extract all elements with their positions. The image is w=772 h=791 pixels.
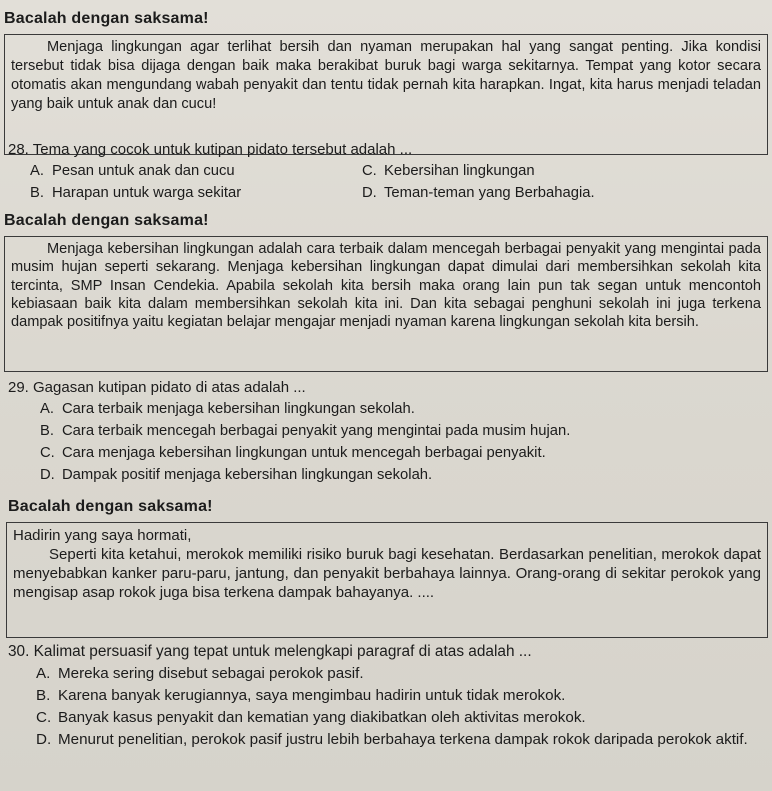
section3-heading: Bacalah dengan saksama! [8,498,213,515]
section3-passage: Seperti kita ketahui, merokok memiliki risiko buruk bagi kesehatan. Berdasarkan penelitian, merokok dapat menyebabkan kanker paru-paru, jantung, dan penyakit berbahaya lainnya. Orang-orang di sekitar perokok yang mengisap asap rokok juga bisa terkena dampak bahayanya. .... [13,546,761,601]
q29-option-a[interactable]: A. Cara terbaik menjaga kebersihan lingkungan sekolah. [40,401,415,417]
question-28: 28. Tema yang cocok untuk kutipan pidato tersebut adalah ... [8,141,413,158]
q29-option-b[interactable]: B. Cara terbaik mencegah berbagai penyakit yang mengintai pada musim hujan. [40,423,571,439]
question-30: 30. Kalimat persuasif yang tepat untuk melengkapi paragraf di atas adalah ... [8,643,532,660]
q28-option-a[interactable]: A. Pesan untuk anak dan cucu [30,163,235,179]
q28-option-d[interactable]: D. Teman-teman yang Berbahagia. [362,185,595,201]
q30-option-b[interactable]: B. Karena banyak kerugiannya, saya mengimbau hadirin untuk tidak merokok. [36,687,566,704]
q29-option-c[interactable]: C. Cara menjaga kebersihan lingkungan untuk mencegah berbagai penyakit. [40,445,546,461]
section3-greeting: Hadirin yang saya hormati, [13,527,192,544]
q29-option-d[interactable]: D. Dampak positif menjaga kebersihan lingkungan sekolah. [40,467,433,483]
q30-option-a[interactable]: A. Mereka sering disebut sebagai perokok pasif. [36,665,364,682]
section2-passage-box [4,236,768,372]
section2-heading: Bacalah dengan saksama! [4,212,209,229]
q28-option-b[interactable]: B. Harapan untuk warga sekitar [30,185,242,201]
question-29: 29. Gagasan kutipan pidato di atas adalah ... [8,379,306,396]
section2-passage: Menjaga kebersihan lingkungan adalah cara terbaik dalam mencegah berbagai penyakit yang mengintai pada musim hujan seperti sekarang. Menjaga kebersihan lingkungan dapat dimulai dari membersihkan sekolah kita tercinta, SMP Insan Cendekia. Apabila sekolah kita bersih maka orang lain pun tak segan untuk mencontoh kebiasaan baik kita dalam membersihkan sekolah kita ini. Dan kita sebagai penghuni sekolah ini juga terkena dampak positifnya yaitu kegiatan belajar mengajar menjadi nyaman karena lingkungan sekolah kita bersih. [11,241,761,331]
section1-heading: Bacalah dengan saksama! [4,10,209,27]
section1-passage: Menjaga lingkungan agar terlihat bersih dan nyaman merupakan hal yang sangat penting. Jika kondisi tersebut tidak bisa dijaga dengan baik maka berakibat buruk bagi warga sekitarnya. Tempat yang kotor secara otomatis akan mengundang wabah penyakit dan tentu tidak pernah kita harapkan. Ingat, kita harus menjadi teladan yang baik untuk anak dan cucu! [11,39,761,112]
q28-option-c[interactable]: C. Kebersihan lingkungan [362,163,535,179]
q30-option-d[interactable]: D. Menurut penelitian, perokok pasif justru lebih berbahaya terkena dampak rokok daripada perokok aktif. [36,731,748,748]
section1-passage-box [4,34,768,155]
section3-passage-box [6,522,768,638]
q30-option-c[interactable]: C. Banyak kasus penyakit dan kematian yang diakibatkan oleh aktivitas merokok. [36,709,586,726]
